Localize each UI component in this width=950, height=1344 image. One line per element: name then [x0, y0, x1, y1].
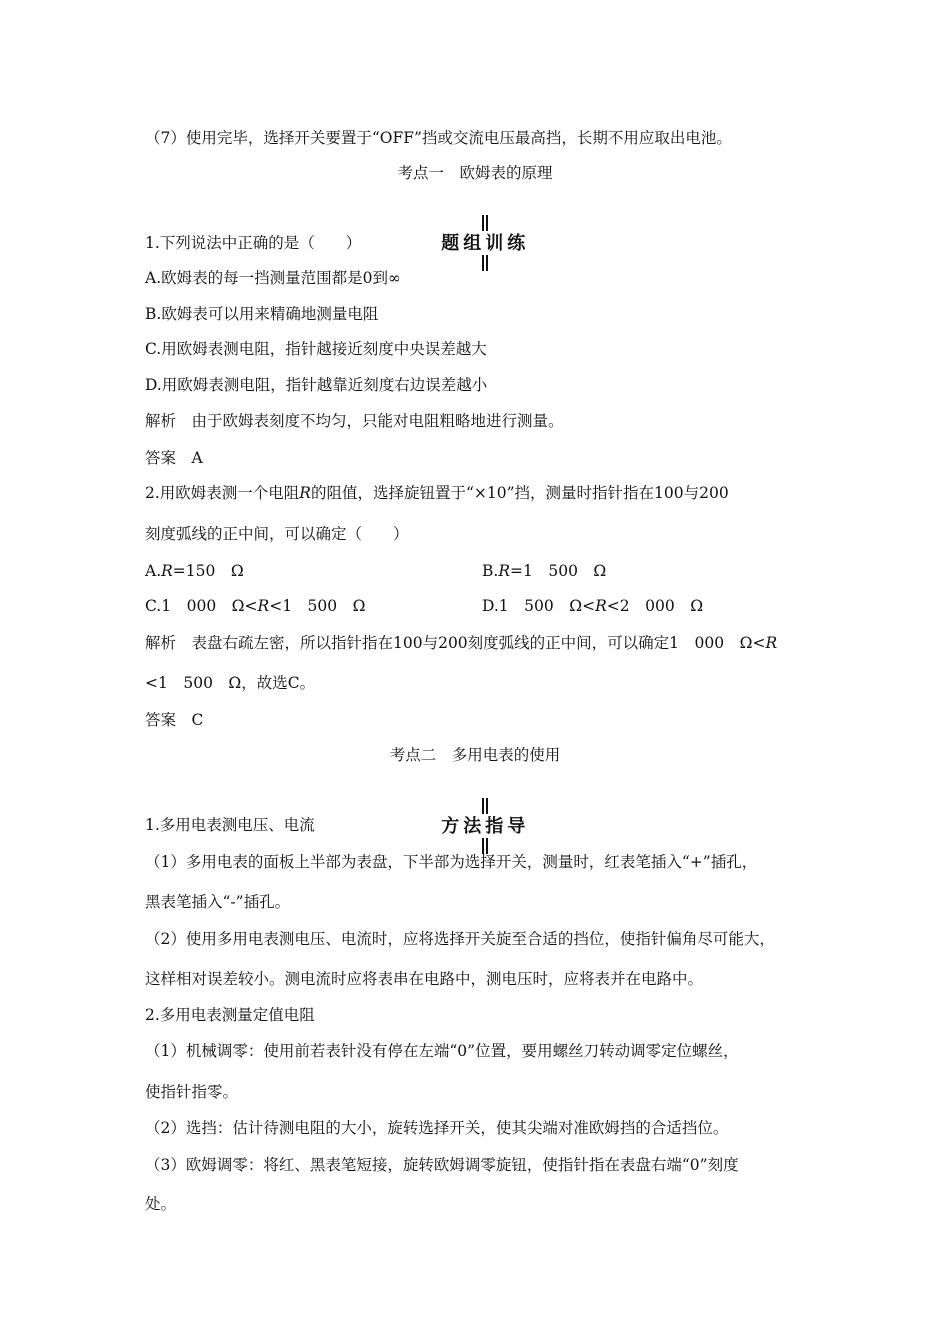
- q2-b-var: R: [498, 562, 510, 580]
- q2-option-d: [482, 596, 703, 616]
- section2-banner-label: 方法指导: [441, 816, 530, 837]
- banner-bar-icon: [482, 798, 484, 814]
- banner-bar-icon: [482, 215, 484, 231]
- section1-banner: [0, 194, 950, 274]
- banner-bar-icon: [486, 215, 488, 231]
- q1-option-a: A.欧姆表的每一挡测量范围都是0到∞: [145, 269, 401, 287]
- q2-d-pre: D.1 500 Ω<: [482, 597, 596, 615]
- p1-2-line1: （2）使用多用电表测电压、电流时，应将选择开关旋至合适的挡位，使指针偏角尽可能大，: [145, 930, 775, 948]
- q2-option-a: [145, 561, 244, 581]
- p2-2: （2）选挡：估计待测电阻的大小，旋转选择开关，使其尖端对准欧姆挡的合适挡位。: [145, 1119, 729, 1137]
- p2-3-line2: 处。: [145, 1195, 177, 1213]
- q2-analysis-pre: 解析 表盘右疏左密，所以指针指在100与200刻度弧线的正中间，可以确定1 000 Ω<: [145, 634, 766, 652]
- section2-banner: [0, 777, 950, 857]
- p2-3-line1: （3）欧姆调零：将红、黑表笔短接，旋转欧姆调零旋钮，使指针指在表盘右端“0”刻度: [145, 1156, 739, 1174]
- q2-answer: 答案 C: [145, 711, 204, 729]
- q2-analysis-var: R: [765, 634, 778, 652]
- q2-a-post: =150 Ω: [172, 562, 244, 580]
- q2-stem-line1: [145, 483, 729, 503]
- section1-title: 考点一 欧姆表的原理: [397, 164, 553, 182]
- p2-1-line2: 使指针指零。: [145, 1083, 239, 1101]
- p1-1-line2: 黑表笔插入“-”插孔。: [145, 893, 291, 911]
- q2-stem-line2: 刻度弧线的正中间，可以确定（ ）: [145, 525, 409, 543]
- q2-stem-part2: 的阻值，选择旋钮置于“×10”挡，测量时指针指在100与200: [310, 484, 729, 502]
- q1-option-b: B.欧姆表可以用来精确地测量电阻: [145, 305, 379, 323]
- q2-b-post: =1 500 Ω: [510, 562, 607, 580]
- q1-analysis: 解析 由于欧姆表刻度不均匀，只能对电阻粗略地进行测量。: [145, 412, 564, 430]
- item-7-text: （7）使用完毕，选择开关要置于“OFF”挡或交流电压最高挡，长期不用应取出电池。: [145, 129, 732, 147]
- p2-title: 2.多用电表测量定值电阻: [145, 1006, 315, 1024]
- p2-1-line1: （1）机械调零：使用前若表针没有停在左端“0”位置，要用螺丝刀转动调零定位螺丝，: [145, 1042, 739, 1060]
- p1-1-line1: （1）多用电表的面板上半部为表盘，下半部为选择开关，测量时，红表笔插入“+”插孔，: [145, 853, 758, 871]
- q1-option-c: C.用欧姆表测电阻，指针越接近刻度中央误差越大: [145, 340, 487, 358]
- q1-option-d: D.用欧姆表测电阻，指针越靠近刻度右边误差越小: [145, 376, 488, 394]
- q2-a-var: R: [161, 562, 173, 580]
- banner-bar-icon: [486, 798, 488, 814]
- q2-c-var: R: [257, 597, 270, 615]
- q2-analysis-line1: [145, 633, 777, 653]
- q2-option-c: [145, 596, 366, 616]
- section1-banner-label: 题组训练: [441, 233, 530, 254]
- q2-c-pre: C.1 000 Ω<: [145, 597, 258, 615]
- q2-c-post: <1 500 Ω: [269, 597, 366, 615]
- q2-analysis-line2: <1 500 Ω，故选C。: [145, 674, 316, 692]
- q2-d-var: R: [595, 597, 607, 615]
- q2-stem-var: R: [299, 484, 311, 502]
- q2-option-b: [482, 561, 606, 581]
- q1-stem: 1.下列说法中正确的是（ ）: [145, 234, 362, 252]
- q1-answer: 答案 A: [145, 449, 203, 467]
- q2-stem-part1: 2.用欧姆表测一个电阻: [145, 484, 300, 502]
- p1-2-line2: 这样相对误差较小。测电流时应将表串在电路中，测电压时，应将表并在电路中。: [145, 970, 704, 988]
- section2-title: 考点二 多用电表的使用: [389, 746, 561, 764]
- q2-a-pre: A.: [145, 562, 162, 580]
- banner-bar-icon: [486, 255, 488, 271]
- p1-title: 1.多用电表测电压、电流: [145, 816, 315, 834]
- q2-b-pre: B.: [482, 562, 499, 580]
- banner-bar-icon: [482, 255, 484, 271]
- q2-d-post: <2 000 Ω: [606, 597, 704, 615]
